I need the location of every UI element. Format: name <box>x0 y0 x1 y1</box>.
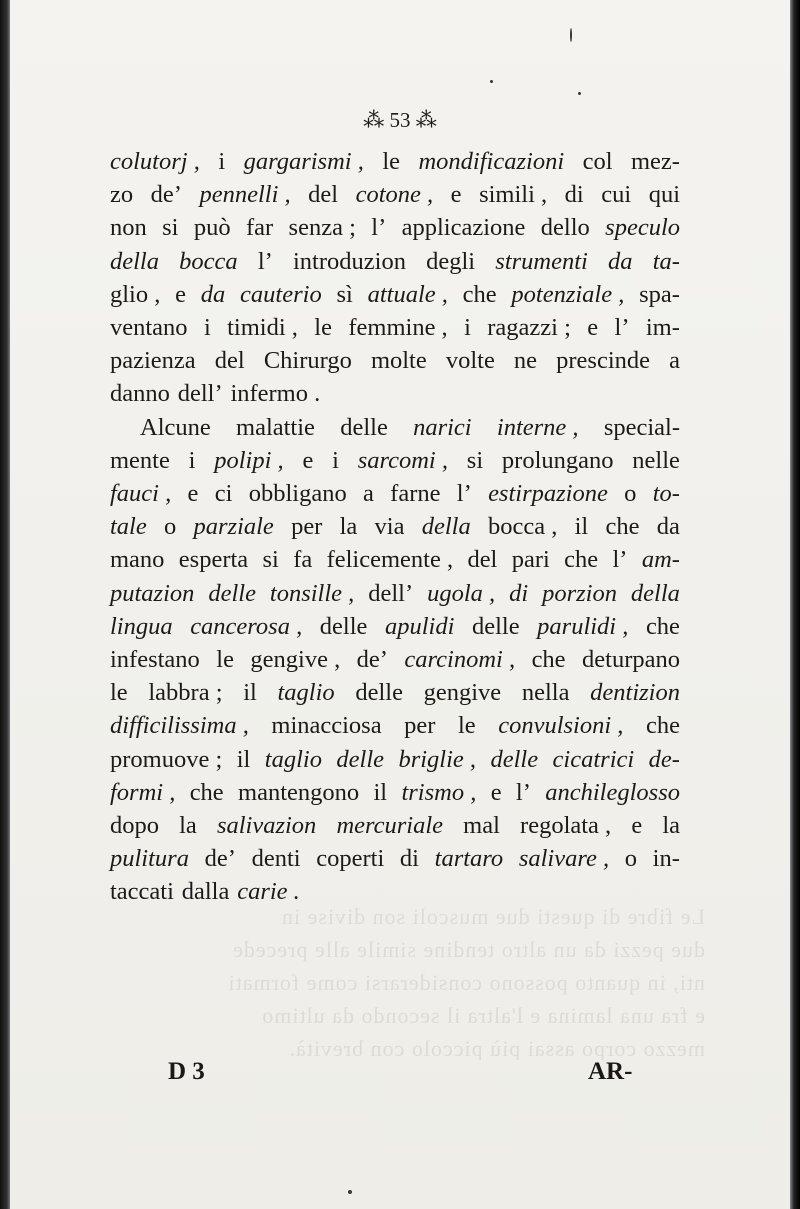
word: denti <box>251 845 301 873</box>
word: parziale <box>193 513 274 541</box>
text-line <box>110 712 680 740</box>
word: le <box>457 712 476 740</box>
word: pennelli , <box>199 181 291 209</box>
word: e <box>187 480 199 507</box>
word: nella <box>521 679 570 707</box>
word: taglio <box>264 745 322 773</box>
word: fa <box>293 546 313 574</box>
word: a <box>363 480 374 507</box>
text-line <box>110 181 680 209</box>
word: ci <box>214 480 233 507</box>
text-line <box>110 878 680 906</box>
word: e <box>302 446 314 474</box>
word: di <box>564 181 584 209</box>
word: introduzion <box>292 247 406 275</box>
word: per <box>404 712 436 740</box>
word: far <box>245 214 274 242</box>
word: promuove ; <box>110 745 223 773</box>
word: da <box>656 513 680 541</box>
page-header: ⁂ 53 ⁂ <box>363 108 437 132</box>
word: polipi , <box>214 446 284 474</box>
word: i <box>188 446 196 474</box>
word: pazienza <box>110 347 196 375</box>
word: gengive <box>423 679 502 707</box>
word: l’ <box>612 546 628 574</box>
word: la <box>179 812 197 839</box>
word: e <box>450 181 462 209</box>
word: da <box>608 247 633 275</box>
text-line <box>110 414 680 442</box>
word: l’ <box>515 778 531 806</box>
word: salivare , <box>518 845 610 873</box>
word: attuale , <box>367 280 448 308</box>
word: i <box>332 446 339 474</box>
word: nelle <box>632 446 680 474</box>
signature-mark: D 3 <box>168 1058 205 1085</box>
word: esperta <box>178 546 249 574</box>
word: del <box>214 347 245 375</box>
word: bocca , <box>487 513 558 541</box>
word: e <box>175 280 187 308</box>
word: si <box>466 446 484 474</box>
word: cancerosa , <box>190 612 303 640</box>
word: mantengono <box>238 778 360 806</box>
word: delle <box>208 579 256 607</box>
word: infestano <box>110 646 200 673</box>
word: mondificazioni <box>418 148 565 175</box>
text-line <box>110 812 680 840</box>
word: sarcomi , <box>357 446 448 474</box>
ink-spot <box>578 92 581 95</box>
ink-spot <box>570 28 572 42</box>
text-line <box>110 513 680 541</box>
word: de’ <box>204 845 236 873</box>
word: la <box>339 513 358 541</box>
word: Alcune <box>140 413 211 441</box>
word: le <box>110 679 128 707</box>
word: pulitura <box>110 845 189 873</box>
word: mez- <box>631 148 680 175</box>
word: am- <box>641 546 680 574</box>
word: im- <box>645 314 680 341</box>
word: il <box>236 745 251 773</box>
word: del <box>308 181 339 209</box>
text-line <box>110 347 680 375</box>
word: in- <box>652 845 680 873</box>
word: difficilissima , <box>110 712 249 740</box>
word: putazion <box>110 579 195 607</box>
word: formi , <box>110 778 176 806</box>
word: senza ; <box>288 214 356 242</box>
word: prolungano <box>501 446 614 474</box>
word: apulidi <box>384 612 455 640</box>
word: del <box>467 546 498 574</box>
word: degli <box>426 247 476 275</box>
word: per <box>291 513 323 541</box>
word: strumenti <box>495 247 588 275</box>
word: le <box>314 314 332 341</box>
text-line <box>110 845 680 873</box>
word: obbligano <box>248 480 347 507</box>
word: ragazzi ; <box>487 314 571 341</box>
text-line <box>110 646 680 674</box>
word: dentizion <box>590 679 680 707</box>
text-line <box>110 281 680 309</box>
text-line <box>110 679 680 707</box>
word: si <box>162 214 179 242</box>
word: tartaro <box>434 845 504 873</box>
word: simili , <box>479 181 548 209</box>
text-line <box>110 779 680 807</box>
text-line <box>110 447 680 475</box>
word: che <box>531 646 566 673</box>
word: minacciosa <box>271 712 382 740</box>
word: col <box>582 148 613 175</box>
word: di <box>509 579 529 607</box>
word: cicatrici <box>552 745 635 773</box>
word: lingua <box>110 612 173 640</box>
word: special- <box>603 413 680 441</box>
word: deturpano <box>582 646 680 673</box>
word: regolata , <box>520 812 612 839</box>
word: dopo <box>110 812 159 839</box>
word: o <box>624 845 638 873</box>
word: dalla <box>181 878 230 906</box>
word: zo <box>110 181 134 209</box>
word: qui <box>648 181 680 209</box>
word: di <box>399 845 419 873</box>
word: cotone , <box>355 181 434 209</box>
word: pari <box>511 546 550 574</box>
word: estirpazione <box>488 480 608 507</box>
word: interne , <box>496 413 579 441</box>
word: delle <box>471 612 520 640</box>
word: e <box>631 812 643 839</box>
word: della <box>421 513 471 541</box>
word: delle <box>340 413 388 441</box>
word: che <box>645 612 680 640</box>
word: timidi , <box>227 314 298 341</box>
word: mano <box>110 546 165 574</box>
word: via <box>374 513 405 541</box>
left-binding-edge <box>0 0 10 1209</box>
word: narici <box>413 413 472 441</box>
word: o <box>624 480 637 507</box>
word: a <box>669 347 680 375</box>
word: della <box>110 247 159 275</box>
word: fauci , <box>110 480 172 507</box>
word: mal <box>463 812 500 839</box>
word: volte <box>445 347 495 375</box>
word: farne <box>390 480 441 507</box>
word: il <box>373 778 388 806</box>
word: malattie <box>236 413 315 441</box>
word: che <box>645 712 680 740</box>
text-line <box>110 580 680 608</box>
word: delle <box>355 679 403 707</box>
word: l’ <box>614 314 630 341</box>
word: o <box>164 513 177 541</box>
word: femmine , <box>348 314 448 341</box>
text-line <box>110 546 680 574</box>
word: mercuriale <box>336 812 444 839</box>
word: l’ <box>257 247 273 275</box>
word: delle <box>336 745 385 773</box>
word: carcinomi , <box>404 646 516 673</box>
word: sì <box>336 280 353 308</box>
word: dell’ <box>177 380 223 408</box>
word: taccati <box>110 878 174 906</box>
word: i <box>464 314 471 341</box>
text-line <box>110 314 680 342</box>
word: e <box>490 778 502 806</box>
word: taglio <box>277 679 335 707</box>
word: anchileglosso <box>545 778 680 806</box>
word: i <box>218 148 226 175</box>
word: gargarismi , <box>243 148 364 175</box>
word: labbra ; <box>148 679 223 707</box>
word: che <box>462 280 497 308</box>
book-page <box>10 0 790 1209</box>
word: tale <box>110 513 147 541</box>
ink-spot <box>490 80 493 83</box>
word: infermo . <box>230 380 321 408</box>
text-line <box>110 248 680 276</box>
word: de- <box>648 745 680 773</box>
word: speculo <box>605 214 680 242</box>
word: l’ <box>371 214 387 242</box>
word: spa- <box>639 280 680 308</box>
word: Chirurgo <box>263 347 352 375</box>
catchword: AR- <box>588 1058 633 1085</box>
word: che <box>605 513 640 541</box>
word: ta- <box>652 247 680 275</box>
word: e <box>587 314 599 341</box>
word: salivazion <box>216 812 317 839</box>
word: le <box>216 646 234 673</box>
word: de’ <box>356 646 388 673</box>
text-line <box>110 746 680 774</box>
word: ne <box>513 347 538 375</box>
word: ugola , <box>427 579 496 607</box>
text-line <box>110 480 680 508</box>
word: danno <box>110 380 170 408</box>
word: l’ <box>456 480 472 507</box>
word: dell’ <box>368 579 414 607</box>
word: dello <box>540 214 590 242</box>
word: trismo , <box>401 778 477 806</box>
word: le <box>382 148 401 175</box>
word: gengive , <box>250 646 341 673</box>
word: cauterio <box>240 280 322 308</box>
ink-spot <box>348 1190 352 1194</box>
text-line <box>110 380 680 408</box>
word: la <box>662 812 680 839</box>
word: delle <box>490 745 539 773</box>
right-page-edge <box>790 0 800 1209</box>
word: parulidi , <box>537 612 629 640</box>
word: porzion <box>542 579 617 607</box>
show-through-bleed: Le fibre di questi due muscoli son divise in due pezzi da un altro tendine simile alle precede nti, in quanto possono considerarsi come formati e fra una lamina e l'altra il secondo da ultimo mezzo corpo assai più piccolo con brevità. <box>227 904 705 1060</box>
word: il <box>574 513 589 541</box>
word: coperti <box>316 845 385 873</box>
word: to- <box>652 480 680 507</box>
word: prescinde <box>556 347 651 375</box>
word: colutorj , <box>110 148 200 175</box>
word: de’ <box>150 181 182 209</box>
word: glio , <box>110 280 161 308</box>
word: delle <box>319 612 368 640</box>
word: non <box>110 214 147 242</box>
word: il <box>243 679 257 707</box>
text-line <box>110 214 680 242</box>
word: briglie , <box>398 745 477 773</box>
word: tonsille , <box>269 579 355 607</box>
word: si <box>262 546 279 574</box>
word: felicemente , <box>326 546 454 574</box>
word: della <box>630 579 680 607</box>
word: convulsioni , <box>498 712 624 740</box>
word: che <box>564 546 599 574</box>
text-line <box>110 148 680 176</box>
word: ventano <box>110 314 188 341</box>
word: bocca <box>179 247 238 275</box>
word: mente <box>110 446 170 474</box>
word: molte <box>370 347 427 375</box>
word: può <box>193 214 231 242</box>
word: applicazione <box>401 214 526 242</box>
word: carie . <box>237 878 300 906</box>
word: da <box>200 280 226 308</box>
word: i <box>203 314 211 341</box>
word: potenziale , <box>511 280 625 308</box>
word: cui <box>601 181 632 209</box>
word: che <box>189 778 224 806</box>
text-line <box>110 613 680 641</box>
